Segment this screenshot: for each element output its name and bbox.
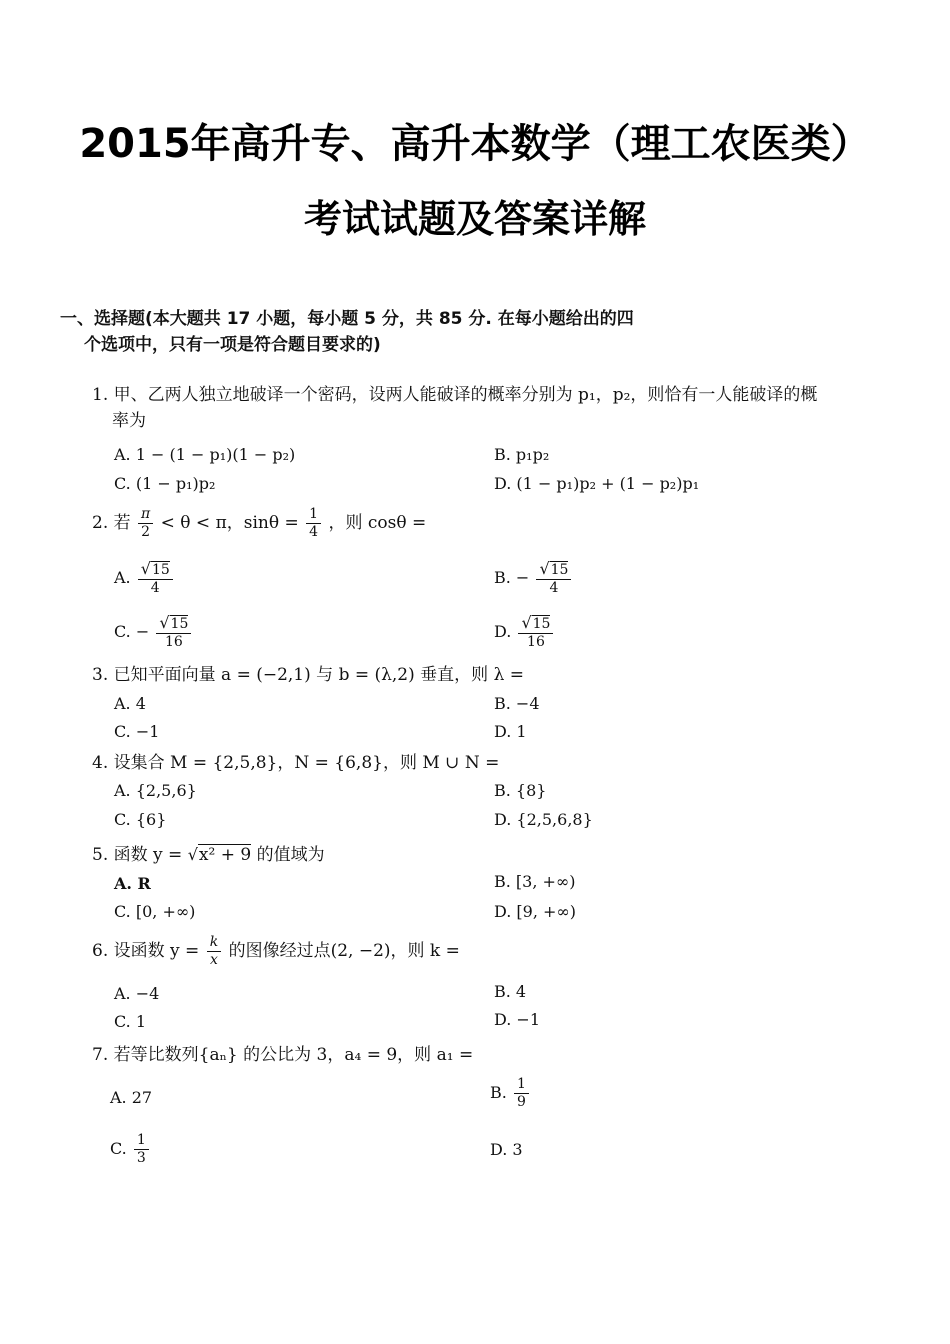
question-3-option-b: B. −4 — [494, 694, 540, 713]
fraction-denominator: 4 — [309, 524, 319, 540]
question-3-option-d: D. 1 — [494, 722, 527, 741]
question-1-option-a: A. 1 − (1 − p₁)(1 − p₂) — [114, 445, 296, 464]
question-2-middle: < θ < π，sinθ = — [160, 513, 299, 533]
option-fraction — [156, 614, 191, 651]
question-7-option-c — [110, 1132, 151, 1167]
question-5-prefix: 5. 函数 y = — [92, 845, 183, 865]
question-7-stem: 7. 若等比数列{aₙ} 的公比为 3，a₄ = 9，则 a₁ = — [92, 1045, 474, 1065]
fraction-denominator: 16 — [164, 634, 183, 650]
section-heading — [60, 306, 760, 358]
question-1-option-c: C. (1 − p₁)p₂ — [114, 474, 216, 493]
radicand: 15 — [151, 562, 170, 578]
question-5-option-d: D. [9, +∞) — [494, 902, 576, 921]
fraction-numerator: 1 — [306, 506, 321, 524]
radicand: 15 — [532, 616, 551, 632]
question-4-option-c: C. {6} — [114, 810, 167, 829]
option-fraction — [518, 614, 553, 651]
section-heading-line-1: 一、选择题(本大题共 17 小题，每小题 5 分，共 85 分. 在每小题给出的四 — [60, 309, 634, 329]
question-2-one-quarter — [306, 506, 321, 541]
fraction-numerator — [536, 560, 571, 580]
question-6-option-b: B. 4 — [494, 982, 527, 1001]
question-4-stem: 4. 设集合 M = {2,5,8}，N = {6,8}，则 M ∪ N = — [92, 753, 500, 773]
question-5-stem — [92, 842, 325, 868]
option-fraction — [514, 1076, 529, 1111]
title-line-1: 2015年高升专、高升本数学（理工农医类） — [79, 121, 871, 167]
question-2-option-a — [114, 560, 175, 597]
radical-sign: √ — [521, 613, 532, 632]
fraction-numerator — [156, 614, 191, 634]
fraction-denominator: x — [209, 952, 218, 968]
fraction-numerator — [138, 560, 173, 580]
fraction-numerator — [518, 614, 553, 634]
question-2-option-d — [494, 614, 555, 651]
question-2-stem — [92, 506, 426, 541]
option-label: A. — [114, 568, 131, 587]
question-1-stem — [92, 382, 912, 434]
question-7-option-b — [490, 1076, 531, 1111]
question-6-stem — [92, 934, 460, 969]
option-label: C. — [110, 1139, 127, 1158]
question-2-option-c — [114, 614, 193, 651]
fraction-denominator: 4 — [549, 580, 559, 596]
question-4-option-b: B. {8} — [494, 781, 547, 800]
question-1-option-d: D. (1 − p₁)p₂ + (1 − p₂)p₁ — [494, 474, 700, 493]
question-6-prefix: 6. 设函数 y = — [92, 941, 200, 961]
fraction-denominator: 16 — [527, 634, 545, 650]
fraction-numerator: 1 — [514, 1076, 529, 1094]
fraction-denominator: 2 — [141, 524, 151, 540]
option-label: D. — [494, 622, 512, 641]
question-3-option-c: C. −1 — [114, 722, 160, 741]
title-line-2: 考试试题及答案详解 — [303, 197, 646, 241]
radical-sign: √ — [140, 559, 151, 578]
option-fraction — [134, 1132, 149, 1167]
question-2-pi-over-2 — [138, 506, 153, 541]
question-6-option-d: D. −1 — [494, 1010, 541, 1029]
question-2-suffix: ，则 cosθ = — [328, 513, 427, 533]
radical-sign: √ — [159, 613, 170, 632]
fraction-denominator: 4 — [150, 580, 160, 596]
option-fraction — [536, 560, 571, 597]
fraction-denominator: 9 — [516, 1094, 526, 1110]
question-5-option-b: B. [3, +∞) — [494, 872, 576, 891]
question-6-option-a: A. −4 — [114, 984, 160, 1003]
option-fraction — [138, 560, 173, 597]
question-4-option-a: A. {2,5,6} — [114, 781, 197, 800]
question-6-k-over-x — [207, 934, 221, 969]
question-2-option-b — [494, 560, 573, 597]
question-2-prefix: 2. 若 — [92, 513, 131, 533]
question-3-stem: 3. 已知平面向量 a = (−2,1) 与 b = (λ,2) 垂直，则 λ = — [92, 665, 524, 685]
fraction-numerator: π — [138, 506, 153, 524]
question-5-suffix: 的值域为 — [256, 845, 325, 865]
option-label: B. − — [494, 568, 530, 587]
radical-sign: √ — [539, 559, 550, 578]
question-4-option-d: D. {2,5,6,8} — [494, 810, 593, 829]
fraction-denominator: 3 — [136, 1150, 146, 1166]
section-heading-line-2: 个选项中，只有一项是符合题目要求的) — [84, 335, 381, 355]
option-label: B. — [490, 1083, 507, 1102]
question-7-option-a: A. 27 — [110, 1088, 153, 1107]
radicand: 15 — [550, 562, 569, 578]
question-7-option-d: D. 3 — [490, 1140, 523, 1159]
question-1-option-b: B. p₁p₂ — [494, 445, 550, 464]
question-3-option-a: A. 4 — [114, 694, 146, 713]
question-1-stem-line-1: 1. 甲、乙两人独立地破译一个密码，设两人能破译的概率分别为 p₁，p₂，则恰有一人能破译的概 — [92, 385, 818, 405]
question-5-radicand: x² + 9 — [198, 845, 252, 865]
fraction-numerator: 1 — [134, 1132, 149, 1150]
question-6-suffix: 的图像经过点(2, −2)，则 k = — [228, 941, 460, 961]
question-1-stem-line-2: 率为 — [112, 411, 146, 431]
question-6-option-c: C. 1 — [114, 1012, 147, 1031]
fraction-numerator: k — [207, 934, 221, 952]
question-5-option-c: C. [0, +∞) — [114, 902, 196, 921]
radicand: 15 — [170, 616, 189, 632]
radical-sign: √ — [187, 845, 198, 864]
question-5-option-a: A. R — [114, 874, 151, 893]
option-label: C. − — [114, 622, 150, 641]
